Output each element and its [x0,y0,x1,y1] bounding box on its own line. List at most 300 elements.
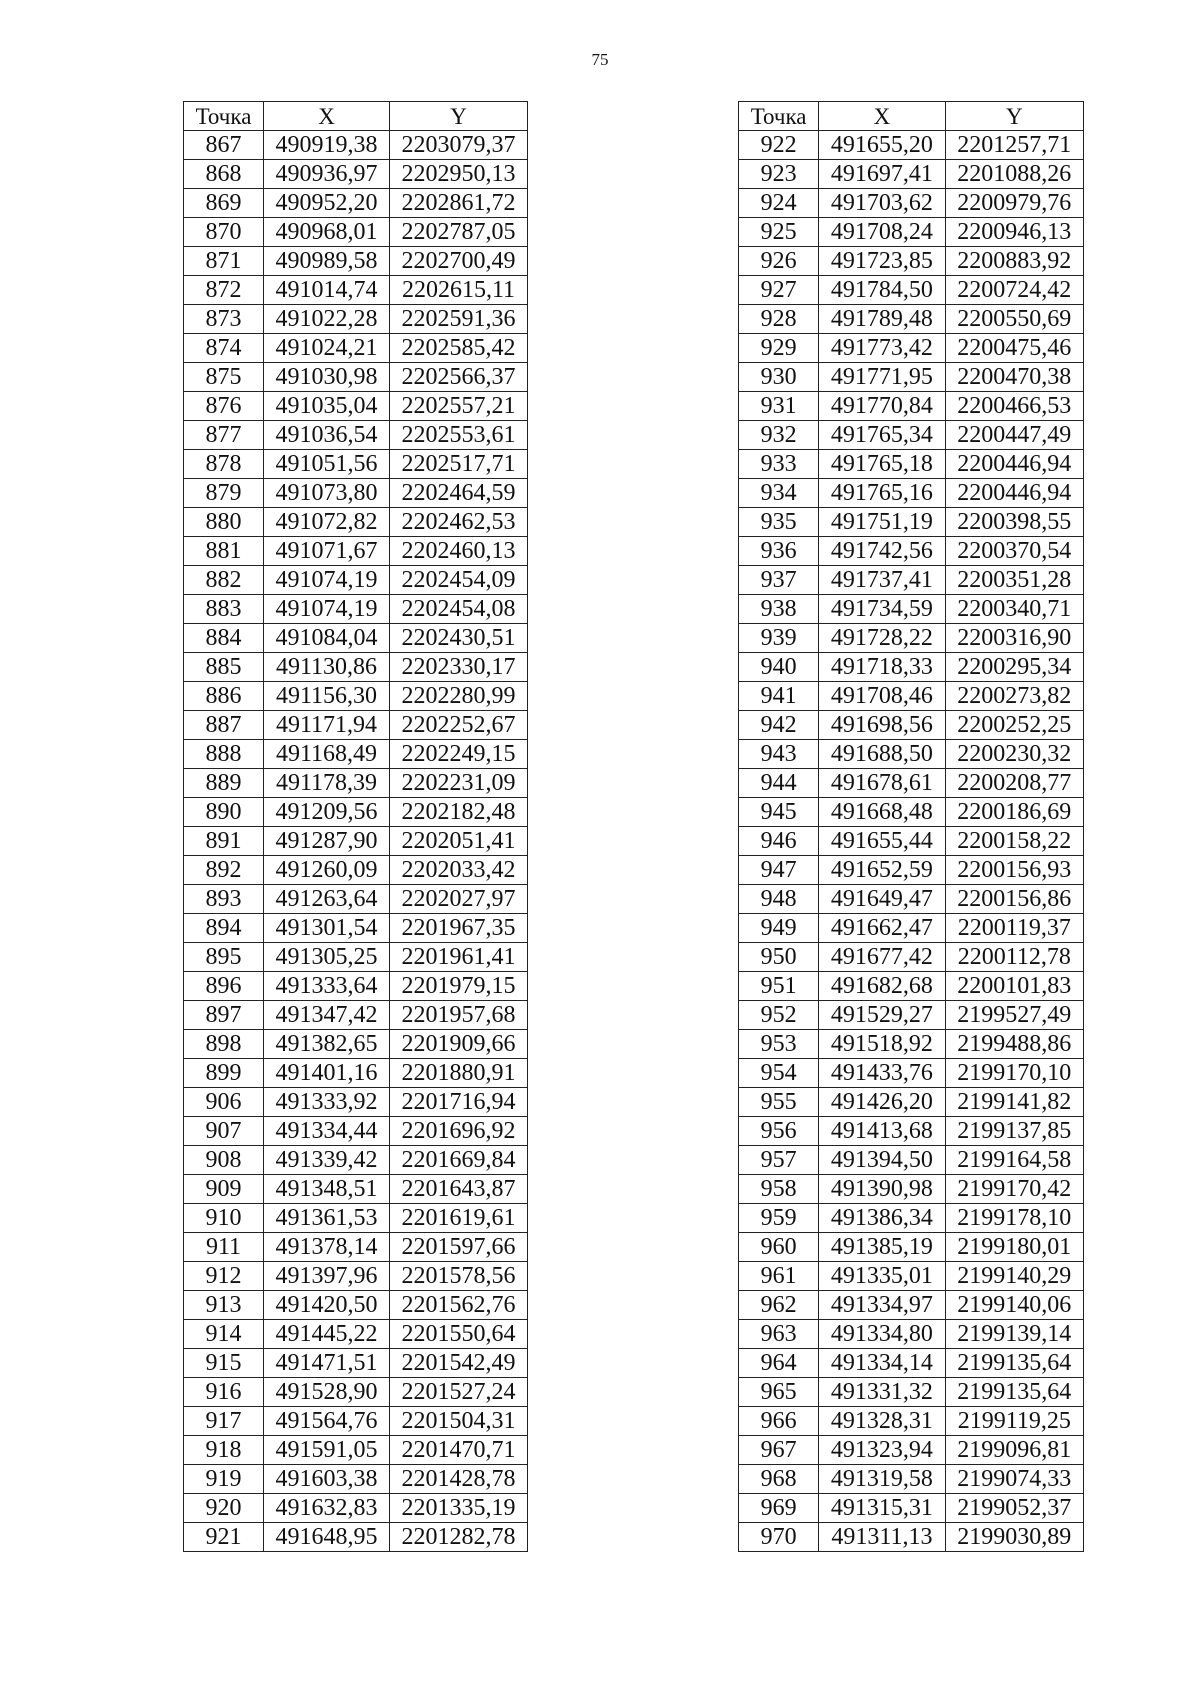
point-number-cell: 970 [739,1523,819,1552]
table-row [184,595,528,624]
x-coordinate-cell: 491014,74 [264,276,390,305]
point-number-cell: 942 [739,711,819,740]
x-coordinate-cell: 491718,33 [819,653,945,682]
y-coordinate-cell: 2200230,32 [945,740,1083,769]
point-number-cell: 961 [739,1262,819,1291]
x-coordinate-cell: 491333,92 [264,1088,390,1117]
y-coordinate-cell: 2200446,94 [945,450,1083,479]
header-row [739,102,1084,131]
x-coordinate-cell: 491723,85 [819,247,945,276]
y-coordinate-cell: 2202557,21 [390,392,528,421]
y-coordinate-cell: 2202566,37 [390,363,528,392]
y-coordinate-cell: 2201578,56 [390,1262,528,1291]
table-row [739,131,1084,160]
table-row [184,943,528,972]
y-coordinate-cell: 2200295,34 [945,653,1083,682]
x-coordinate-cell: 491171,94 [264,711,390,740]
x-coordinate-cell: 491331,32 [819,1378,945,1407]
table-row [184,131,528,160]
table-row [739,1407,1084,1436]
point-number-cell: 918 [184,1436,264,1465]
point-number-cell: 868 [184,160,264,189]
y-coordinate-cell: 2202462,53 [390,508,528,537]
y-coordinate-cell: 2200208,77 [945,769,1083,798]
point-number-cell: 928 [739,305,819,334]
y-coordinate-cell: 2201909,66 [390,1030,528,1059]
table-row [739,653,1084,682]
table-row [739,1436,1084,1465]
point-number-cell: 933 [739,450,819,479]
y-coordinate-cell: 2201088,26 [945,160,1083,189]
table-row [184,363,528,392]
point-number-cell: 875 [184,363,264,392]
point-number-cell: 951 [739,972,819,1001]
x-coordinate-cell: 491301,54 [264,914,390,943]
x-coordinate-cell: 491030,98 [264,363,390,392]
point-number-cell: 954 [739,1059,819,1088]
table-row [184,972,528,1001]
point-number-cell: 893 [184,885,264,914]
x-coordinate-cell: 491168,49 [264,740,390,769]
table-row [739,682,1084,711]
table-row [739,508,1084,537]
y-coordinate-cell: 2201542,49 [390,1349,528,1378]
table-row [184,624,528,653]
point-number-cell: 879 [184,479,264,508]
x-coordinate-cell: 491385,19 [819,1233,945,1262]
y-coordinate-cell: 2200340,71 [945,595,1083,624]
y-coordinate-cell: 2200186,69 [945,798,1083,827]
table-row [739,218,1084,247]
y-coordinate-cell: 2202231,09 [390,769,528,798]
x-coordinate-cell: 491334,97 [819,1291,945,1320]
x-coordinate-cell: 491751,19 [819,508,945,537]
table-row [739,914,1084,943]
x-coordinate-cell: 491737,41 [819,566,945,595]
point-number-cell: 894 [184,914,264,943]
x-coordinate-cell: 491287,90 [264,827,390,856]
x-coordinate-cell: 491771,95 [819,363,945,392]
point-number-cell: 921 [184,1523,264,1552]
table-row [184,1204,528,1233]
point-number-cell: 913 [184,1291,264,1320]
point-number-cell: 881 [184,537,264,566]
y-coordinate-cell: 2201282,78 [390,1523,528,1552]
point-number-cell: 941 [739,682,819,711]
y-coordinate-cell: 2200119,37 [945,914,1083,943]
point-number-cell: 887 [184,711,264,740]
y-coordinate-cell: 2202280,99 [390,682,528,711]
x-coordinate-cell: 491390,98 [819,1175,945,1204]
point-number-cell: 896 [184,972,264,1001]
y-coordinate-cell: 2200112,78 [945,943,1083,972]
point-number-cell: 895 [184,943,264,972]
y-coordinate-cell: 2202249,15 [390,740,528,769]
point-number-cell: 920 [184,1494,264,1523]
table-row [184,247,528,276]
point-number-cell: 898 [184,1030,264,1059]
y-coordinate-cell: 2199137,85 [945,1117,1083,1146]
x-coordinate-cell: 491655,20 [819,131,945,160]
table-row [739,160,1084,189]
table-row [184,1059,528,1088]
y-coordinate-cell: 2199139,14 [945,1320,1083,1349]
point-number-cell: 914 [184,1320,264,1349]
table-row [739,566,1084,595]
point-number-cell: 891 [184,827,264,856]
y-coordinate-cell: 2202430,51 [390,624,528,653]
x-coordinate-cell: 491335,01 [819,1262,945,1291]
point-number-cell: 908 [184,1146,264,1175]
y-coordinate-cell: 2201880,91 [390,1059,528,1088]
x-coordinate-cell: 491051,56 [264,450,390,479]
y-coordinate-cell: 2199140,06 [945,1291,1083,1320]
y-coordinate-cell: 2202517,71 [390,450,528,479]
y-coordinate-cell: 2201619,61 [390,1204,528,1233]
x-coordinate-cell: 491426,20 [819,1088,945,1117]
point-number-cell: 958 [739,1175,819,1204]
y-coordinate-cell: 2202051,41 [390,827,528,856]
table-row [739,247,1084,276]
y-coordinate-cell: 2202330,17 [390,653,528,682]
x-coordinate-cell: 491433,76 [819,1059,945,1088]
table-row [184,1349,528,1378]
x-coordinate-cell: 491260,09 [264,856,390,885]
x-coordinate-cell: 491648,95 [264,1523,390,1552]
x-column-header: X [819,102,945,131]
x-coordinate-cell: 491394,50 [819,1146,945,1175]
table-row [184,653,528,682]
point-number-cell: 956 [739,1117,819,1146]
point-number-cell: 910 [184,1204,264,1233]
x-coordinate-cell: 491649,47 [819,885,945,914]
x-coordinate-cell: 491178,39 [264,769,390,798]
point-number-cell: 959 [739,1204,819,1233]
y-coordinate-cell: 2202027,97 [390,885,528,914]
x-coordinate-cell: 491703,62 [819,189,945,218]
table-row [184,276,528,305]
x-coordinate-cell: 491697,41 [819,160,945,189]
y-coordinate-cell: 2202454,09 [390,566,528,595]
point-number-cell: 952 [739,1001,819,1030]
x-coordinate-cell: 491036,54 [264,421,390,450]
table-row [739,1001,1084,1030]
x-coordinate-cell: 491591,05 [264,1436,390,1465]
x-coordinate-cell: 491420,50 [264,1291,390,1320]
x-coordinate-cell: 491319,58 [819,1465,945,1494]
x-coordinate-cell: 491632,83 [264,1494,390,1523]
table-row [739,334,1084,363]
y-coordinate-cell: 2199030,89 [945,1523,1083,1552]
x-coordinate-cell: 491071,67 [264,537,390,566]
point-number-cell: 871 [184,247,264,276]
x-coordinate-cell: 491564,76 [264,1407,390,1436]
table-row [739,1030,1084,1059]
point-number-cell: 948 [739,885,819,914]
x-coordinate-cell: 491072,82 [264,508,390,537]
point-number-cell: 897 [184,1001,264,1030]
y-coordinate-cell: 2200550,69 [945,305,1083,334]
x-coordinate-cell: 490952,20 [264,189,390,218]
y-coordinate-cell: 2200466,53 [945,392,1083,421]
y-coordinate-cell: 2201597,66 [390,1233,528,1262]
table-row [184,1436,528,1465]
y-coordinate-cell: 2200398,55 [945,508,1083,537]
table-row [184,682,528,711]
point-number-cell: 966 [739,1407,819,1436]
y-coordinate-cell: 2201716,94 [390,1088,528,1117]
table-row [739,1320,1084,1349]
point-number-cell: 888 [184,740,264,769]
y-coordinate-cell: 2200158,22 [945,827,1083,856]
x-coordinate-cell: 491708,24 [819,218,945,247]
x-coordinate-cell: 491518,92 [819,1030,945,1059]
point-number-cell: 877 [184,421,264,450]
y-coordinate-cell: 2202615,11 [390,276,528,305]
table-row [739,421,1084,450]
point-number-cell: 883 [184,595,264,624]
x-coordinate-cell: 491311,13 [819,1523,945,1552]
table-row [184,1523,528,1552]
point-number-cell: 960 [739,1233,819,1262]
x-coordinate-cell: 491382,65 [264,1030,390,1059]
point-number-cell: 935 [739,508,819,537]
point-number-cell: 957 [739,1146,819,1175]
y-coordinate-cell: 2200156,93 [945,856,1083,885]
table-row [739,769,1084,798]
point-number-cell: 924 [739,189,819,218]
x-coordinate-cell: 491401,16 [264,1059,390,1088]
table-row [184,160,528,189]
point-number-cell: 882 [184,566,264,595]
table-row [739,711,1084,740]
table-row [184,1175,528,1204]
x-coordinate-cell: 491734,59 [819,595,945,624]
point-number-cell: 922 [739,131,819,160]
point-number-cell: 937 [739,566,819,595]
y-coordinate-cell: 2199178,10 [945,1204,1083,1233]
table-row [184,1030,528,1059]
point-number-cell: 927 [739,276,819,305]
y-coordinate-cell: 2199164,58 [945,1146,1083,1175]
point-number-cell: 886 [184,682,264,711]
y-coordinate-cell: 2200447,49 [945,421,1083,450]
y-coordinate-cell: 2199074,33 [945,1465,1083,1494]
table-row [184,450,528,479]
table-row [184,479,528,508]
point-number-cell: 953 [739,1030,819,1059]
x-coordinate-cell: 491263,64 [264,885,390,914]
x-coordinate-cell: 490968,01 [264,218,390,247]
table-row [739,972,1084,1001]
y-coordinate-cell: 2201967,35 [390,914,528,943]
point-number-cell: 907 [184,1117,264,1146]
table-row [184,798,528,827]
x-column-header: X [264,102,390,131]
point-number-cell: 906 [184,1088,264,1117]
point-number-cell: 917 [184,1407,264,1436]
y-coordinate-cell: 2200316,90 [945,624,1083,653]
table-row [739,276,1084,305]
point-number-cell: 962 [739,1291,819,1320]
x-coordinate-cell: 490936,97 [264,160,390,189]
table-row [739,537,1084,566]
table-row [739,1494,1084,1523]
y-coordinate-cell: 2201335,19 [390,1494,528,1523]
x-coordinate-cell: 491035,04 [264,392,390,421]
x-coordinate-cell: 491397,96 [264,1262,390,1291]
point-number-cell: 870 [184,218,264,247]
x-coordinate-cell: 490919,38 [264,131,390,160]
point-number-cell: 967 [739,1436,819,1465]
y-coordinate-cell: 2200101,83 [945,972,1083,1001]
y-coordinate-cell: 2199140,29 [945,1262,1083,1291]
y-coordinate-cell: 2199096,81 [945,1436,1083,1465]
x-coordinate-cell: 491328,31 [819,1407,945,1436]
point-number-cell: 934 [739,479,819,508]
y-coordinate-cell: 2200470,38 [945,363,1083,392]
x-coordinate-cell: 491678,61 [819,769,945,798]
point-number-cell: 947 [739,856,819,885]
point-number-cell: 950 [739,943,819,972]
point-number-cell: 909 [184,1175,264,1204]
table-row [184,1378,528,1407]
x-coordinate-cell: 491347,42 [264,1001,390,1030]
y-coordinate-cell: 2202861,72 [390,189,528,218]
x-coordinate-cell: 491386,34 [819,1204,945,1233]
table-row [184,189,528,218]
x-coordinate-cell: 491323,94 [819,1436,945,1465]
x-coordinate-cell: 491529,27 [819,1001,945,1030]
table-row [739,1175,1084,1204]
y-coordinate-cell: 2199180,01 [945,1233,1083,1262]
x-coordinate-cell: 491682,68 [819,972,945,1001]
y-coordinate-cell: 2200475,46 [945,334,1083,363]
x-coordinate-cell: 491765,16 [819,479,945,508]
y-coordinate-cell: 2201470,71 [390,1436,528,1465]
table-row [739,740,1084,769]
table-row [739,1465,1084,1494]
table-row [184,392,528,421]
table-row [739,450,1084,479]
x-coordinate-cell: 491130,86 [264,653,390,682]
y-coordinate-cell: 2201961,41 [390,943,528,972]
table-row [739,595,1084,624]
x-coordinate-cell: 491652,59 [819,856,945,885]
x-coordinate-cell: 491074,19 [264,566,390,595]
table-row [184,218,528,247]
x-coordinate-cell: 491084,04 [264,624,390,653]
point-number-cell: 932 [739,421,819,450]
point-number-cell: 965 [739,1378,819,1407]
x-coordinate-cell: 491698,56 [819,711,945,740]
point-number-cell: 916 [184,1378,264,1407]
point-number-cell: 911 [184,1233,264,1262]
point-number-cell: 878 [184,450,264,479]
y-coordinate-cell: 2202591,36 [390,305,528,334]
table-row [184,1117,528,1146]
table-row [184,1291,528,1320]
point-number-cell: 938 [739,595,819,624]
y-coordinate-cell: 2202182,48 [390,798,528,827]
table-row [739,1233,1084,1262]
x-coordinate-cell: 491668,48 [819,798,945,827]
point-column-header: Точка [739,102,819,131]
y-coordinate-cell: 2199488,86 [945,1030,1083,1059]
point-number-cell: 885 [184,653,264,682]
table-row [739,1117,1084,1146]
point-number-cell: 867 [184,131,264,160]
y-coordinate-cell: 2200252,25 [945,711,1083,740]
table-row [739,1349,1084,1378]
x-coordinate-cell: 491662,47 [819,914,945,943]
table-row [184,1262,528,1291]
y-coordinate-cell: 2200446,94 [945,479,1083,508]
table-row [184,1233,528,1262]
y-coordinate-cell: 2199170,10 [945,1059,1083,1088]
y-coordinate-cell: 2200370,54 [945,537,1083,566]
x-coordinate-cell: 491789,48 [819,305,945,334]
table-row [184,856,528,885]
y-coordinate-cell: 2202585,42 [390,334,528,363]
table-row [739,1523,1084,1552]
point-number-cell: 939 [739,624,819,653]
y-coordinate-cell: 2203079,37 [390,131,528,160]
table-row [739,624,1084,653]
table-row [739,1262,1084,1291]
point-number-cell: 944 [739,769,819,798]
x-coordinate-cell: 491022,28 [264,305,390,334]
y-coordinate-cell: 2200351,28 [945,566,1083,595]
y-coordinate-cell: 2199527,49 [945,1001,1083,1030]
point-number-cell: 890 [184,798,264,827]
x-coordinate-cell: 491773,42 [819,334,945,363]
table-row [739,1204,1084,1233]
table-row [184,740,528,769]
y-coordinate-cell: 2201669,84 [390,1146,528,1175]
x-coordinate-cell: 491528,90 [264,1378,390,1407]
point-number-cell: 949 [739,914,819,943]
point-number-cell: 926 [739,247,819,276]
point-number-cell: 923 [739,160,819,189]
y-coordinate-cell: 2202700,49 [390,247,528,276]
table-row [184,421,528,450]
y-coordinate-cell: 2199135,64 [945,1349,1083,1378]
x-coordinate-cell: 491445,22 [264,1320,390,1349]
table-row [184,914,528,943]
table-row [739,1146,1084,1175]
table-row [184,827,528,856]
y-coordinate-cell: 2201504,31 [390,1407,528,1436]
point-number-cell: 940 [739,653,819,682]
y-coordinate-cell: 2201428,78 [390,1465,528,1494]
x-coordinate-cell: 491209,56 [264,798,390,827]
table-row [739,1088,1084,1117]
x-coordinate-cell: 491074,19 [264,595,390,624]
point-number-cell: 969 [739,1494,819,1523]
y-coordinate-cell: 2201979,15 [390,972,528,1001]
point-number-cell: 936 [739,537,819,566]
table-row [739,1059,1084,1088]
point-number-cell: 892 [184,856,264,885]
y-coordinate-cell: 2202464,59 [390,479,528,508]
table-row [739,479,1084,508]
y-coordinate-cell: 2201562,76 [390,1291,528,1320]
point-number-cell: 929 [739,334,819,363]
point-number-cell: 968 [739,1465,819,1494]
y-coordinate-cell: 2199135,64 [945,1378,1083,1407]
x-coordinate-cell: 491688,50 [819,740,945,769]
